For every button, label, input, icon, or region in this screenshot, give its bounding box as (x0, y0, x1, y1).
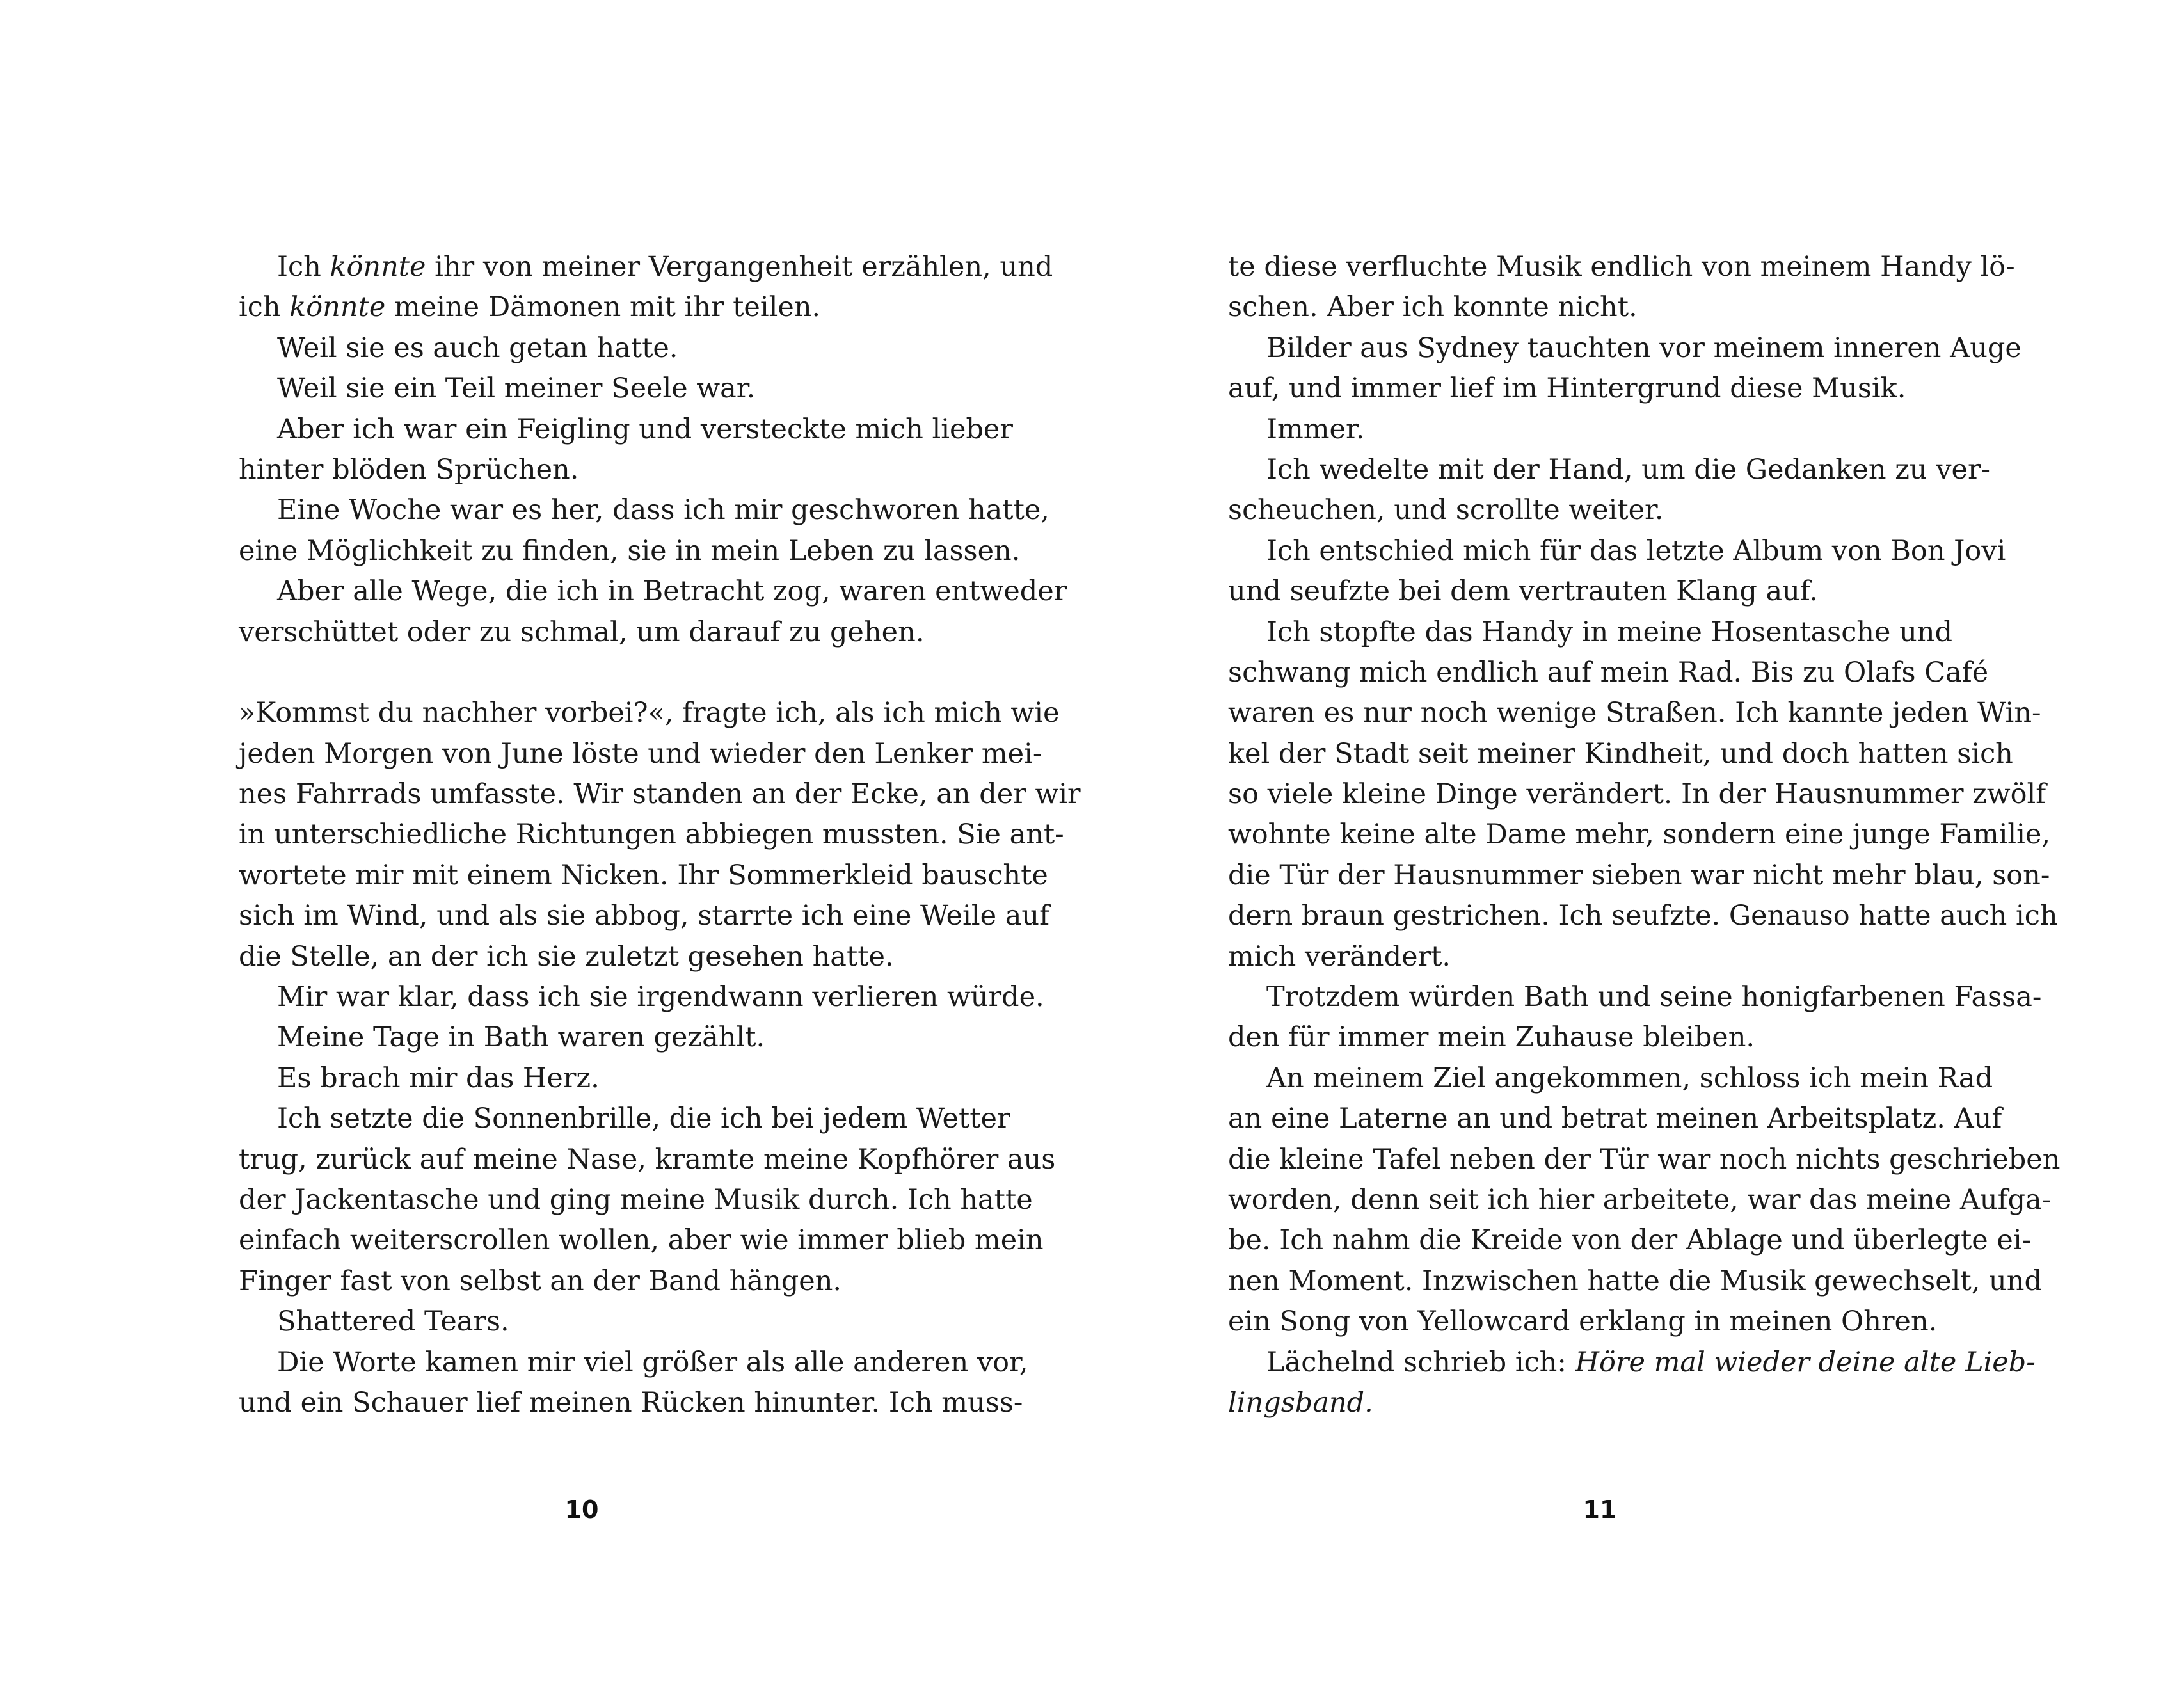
section-break (239, 653, 961, 693)
text-line: te diese verfluchte Musik endlich von meinem Handy lö- (1228, 251, 2015, 283)
left-text-block (239, 247, 1081, 1423)
text-line: Finger fast von selbst an der Band hängen. (239, 1265, 842, 1297)
text-line: Shattered Tears. (277, 1305, 509, 1338)
text-line: be. Ich nahm die Kreide von der Ablage und überlegte ei- (1228, 1224, 2032, 1257)
text-line: wortete mir mit einem Nicken. Ihr Sommerkleid bauschte (239, 859, 1048, 891)
text-line: Immer. (1266, 413, 1365, 445)
text-line: Eine Woche war es her, dass ich mir geschworen hatte, (277, 494, 1049, 527)
text-line: eine Möglichkeit zu finden, sie in mein Leben zu lassen. (239, 534, 1021, 567)
text-line: Es brach mir das Herz. (277, 1062, 600, 1094)
text-line: jeden Morgen von June löste und wieder den Lenker mei- (239, 737, 1042, 770)
text-line: Weil sie ein Teil meiner Seele war. (277, 372, 756, 405)
text-line: Trotzdem würden Bath und seine honigfarbenen Fassa- (1266, 981, 2042, 1014)
text-line: An meinem Ziel angekommen, schloss ich mein Rad (1266, 1062, 1993, 1094)
text-line: Bilder aus Sydney tauchten vor meinem inneren Auge (1266, 331, 2022, 364)
text-line: worden, denn seit ich hier arbeitete, war das meine Aufga- (1228, 1183, 2052, 1216)
text-line: »Kommst du nachher vorbei?«, fragte ich, als ich mich wie (239, 697, 1060, 730)
text-line: Weil sie es auch getan hatte. (277, 331, 678, 364)
right-text-block (1228, 247, 2061, 1423)
text-line: hinter blöden Sprüchen. (239, 453, 579, 486)
text-line: Ich wedelte mit der Hand, um die Gedanken zu ver- (1266, 453, 1991, 486)
text-line: nen Moment. Inzwischen hatte die Musik gewechselt, und (1228, 1265, 2042, 1297)
text-line: Lächelnd schrieb ich: Höre mal wieder deine alte Lieb- (1266, 1346, 2036, 1378)
text-line: scheuchen, und scrollte weiter. (1228, 494, 1664, 527)
text-line: der Jackentasche und ging meine Musik durch. Ich hatte (239, 1183, 1033, 1216)
text-line: Aber alle Wege, die ich in Betracht zog, waren entweder (277, 575, 1067, 608)
text-line: trug, zurück auf meine Nase, kramte meine Kopfhörer aus (239, 1143, 1056, 1176)
text-line: schen. Aber ich konnte nicht. (1228, 291, 1638, 324)
text-line: Ich setzte die Sonnenbrille, die ich bei jedem Wetter (277, 1103, 1010, 1135)
text-line: Meine Tage in Bath waren gezählt. (277, 1021, 765, 1054)
text-line: Mir war klar, dass ich sie irgendwann verlieren würde. (277, 981, 1044, 1014)
text-line: und seufzte bei dem vertrauten Klang auf. (1228, 575, 1818, 608)
text-line: die Tür der Hausnummer sieben war nicht mehr blau, son- (1228, 859, 2050, 891)
text-line: Ich stopfte das Handy in meine Hosentasche und (1266, 616, 1952, 648)
text-line: den für immer mein Zuhause bleiben. (1228, 1021, 1755, 1054)
text-line: so viele kleine Dinge verändert. In der Hausnummer zwölf (1228, 778, 2046, 811)
text-line: ein Song von Yellowcard erklang in meinen Ohren. (1228, 1305, 1938, 1338)
text-line: verschüttet oder zu schmal, um darauf zu gehen. (239, 616, 925, 648)
text-line: waren es nur noch wenige Straßen. Ich kannte jeden Win- (1228, 697, 2041, 730)
text-line: Ich könnte ihr von meiner Vergangenheit erzählen, und (277, 251, 1053, 283)
text-line: in unterschiedliche Richtungen abbiegen mussten. Sie ant- (239, 818, 1064, 851)
text-line: die Stelle, an der ich sie zuletzt gesehen hatte. (239, 940, 894, 973)
text-line: kel der Stadt seit meiner Kindheit, und doch hatten sich (1228, 737, 2013, 770)
page-number: 10 (564, 1496, 599, 1524)
text-line: die kleine Tafel neben der Tür war noch nichts geschrieben (1228, 1143, 2061, 1176)
text-line: an eine Laterne an und betrat meinen Arbeitsplatz. Auf (1228, 1103, 2002, 1135)
text-line: wohnte keine alte Dame mehr, sondern eine junge Familie, (1228, 818, 2051, 851)
text-line: Ich entschied mich für das letzte Album von Bon Jovi (1266, 534, 2006, 567)
text-line: ich könnte meine Dämonen mit ihr teilen. (239, 291, 821, 324)
text-line: auf, und immer lief im Hintergrund diese Musik. (1228, 372, 1906, 405)
text-line: mich verändert. (1228, 940, 1451, 973)
text-line: Aber ich war ein Feigling und versteckte mich lieber (277, 413, 1013, 445)
text-line: sich im Wind, und als sie abbog, starrte ich eine Weile auf (239, 900, 1049, 932)
text-line: schwang mich endlich auf mein Rad. Bis zu Olafs Café (1228, 656, 1989, 689)
text-line: Die Worte kamen mir viel größer als alle anderen vor, (277, 1346, 1028, 1378)
text-line: lingsband. (1228, 1386, 1373, 1419)
text-line: und ein Schauer lief meinen Rücken hinunter. Ich muss- (239, 1386, 1023, 1419)
text-line: nes Fahrrads umfasste. Wir standen an der Ecke, an der wir (239, 778, 1081, 811)
right-page (1088, 0, 2177, 1708)
page-number: 11 (1583, 1496, 1617, 1524)
text-line: einfach weiterscrollen wollen, aber wie immer blieb mein (239, 1224, 1044, 1257)
left-page (0, 0, 1088, 1708)
text-line: dern braun gestrichen. Ich seufzte. Genauso hatte auch ich (1228, 900, 2058, 932)
